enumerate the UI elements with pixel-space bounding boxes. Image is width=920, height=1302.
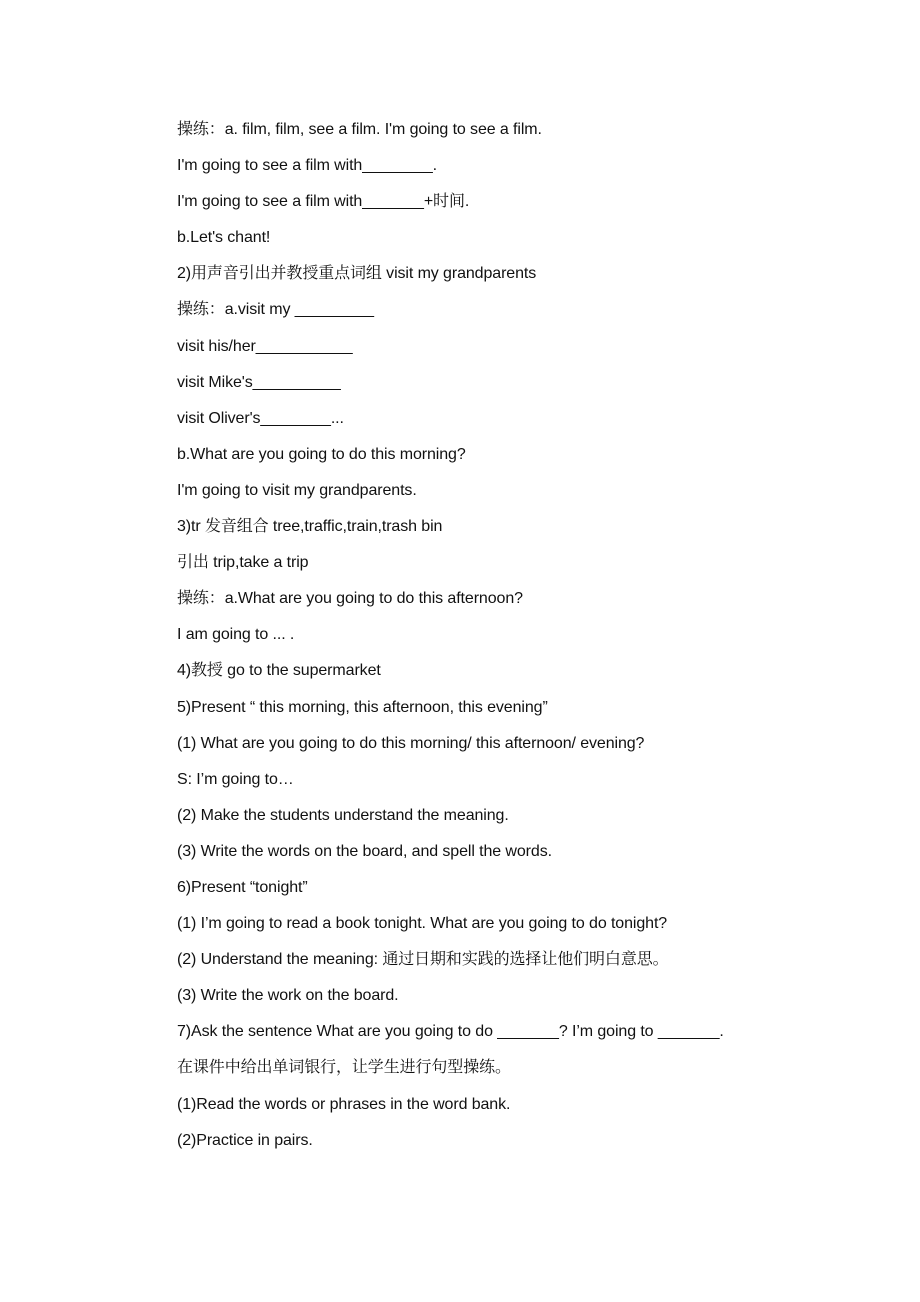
text-line: (1) What are you going to do this morning/ this afternoon/ evening?: [177, 734, 645, 752]
text-line: 3)tr 发音组合 tree,traffic,train,trash bin: [177, 518, 443, 536]
text-line: 2)用声音引出并教授重点词组 visit my grandparents: [177, 265, 537, 283]
text-line: (2) Make the students understand the meaning.: [177, 806, 509, 824]
text-line: b.Let's chant!: [177, 229, 271, 247]
text-line: 5)Present “ this morning, this afternoon, this evening”: [177, 698, 548, 716]
text-line: 操练：a.visit my _________: [177, 301, 374, 319]
text-line: (3) Write the work on the board.: [177, 987, 399, 1005]
text-line: 操练：a. film, film, see a film. I'm going to see a film.: [177, 121, 542, 138]
text-line: I am going to ... .: [177, 626, 295, 644]
text-line: 引出 trip,take a trip: [177, 554, 309, 572]
text-line: b.What are you going to do this morning?: [177, 445, 466, 463]
text-line: I'm going to visit my grandparents.: [177, 481, 417, 499]
text-line: (1) I’m going to read a book tonight. What are you going to do tonight?: [177, 915, 668, 933]
text-line: I'm going to see a film with________.: [177, 157, 437, 175]
text-line: 在课件中给出单词银行，让学生进行句型操练。: [177, 1059, 511, 1077]
text-line: (3) Write the words on the board, and spell the words.: [177, 842, 552, 860]
text-line: 7)Ask the sentence What are you going to do _______? I’m going to _______.: [177, 1023, 724, 1041]
text-line: I'm going to see a film with_______+时间.: [177, 193, 470, 211]
text-line: 4)教授 go to the supermarket: [177, 662, 381, 680]
text-line: visit his/her___________: [177, 337, 353, 355]
text-line: 6)Present “tonight”: [177, 878, 308, 896]
text-line: (1)Read the words or phrases in the word bank.: [177, 1095, 511, 1113]
text-line: (2)Practice in pairs.: [177, 1131, 313, 1149]
text-line: 操练：a.What are you going to do this afternoon?: [177, 590, 523, 608]
text-line: S: I’m going to…: [177, 770, 294, 788]
text-line: visit Mike's__________: [177, 373, 341, 391]
document-body: [177, 114, 837, 1161]
text-line: (2) Understand the meaning: 通过日期和实践的选择让他们明白意思。: [177, 951, 669, 969]
text-line: visit Oliver's________...: [177, 409, 344, 427]
